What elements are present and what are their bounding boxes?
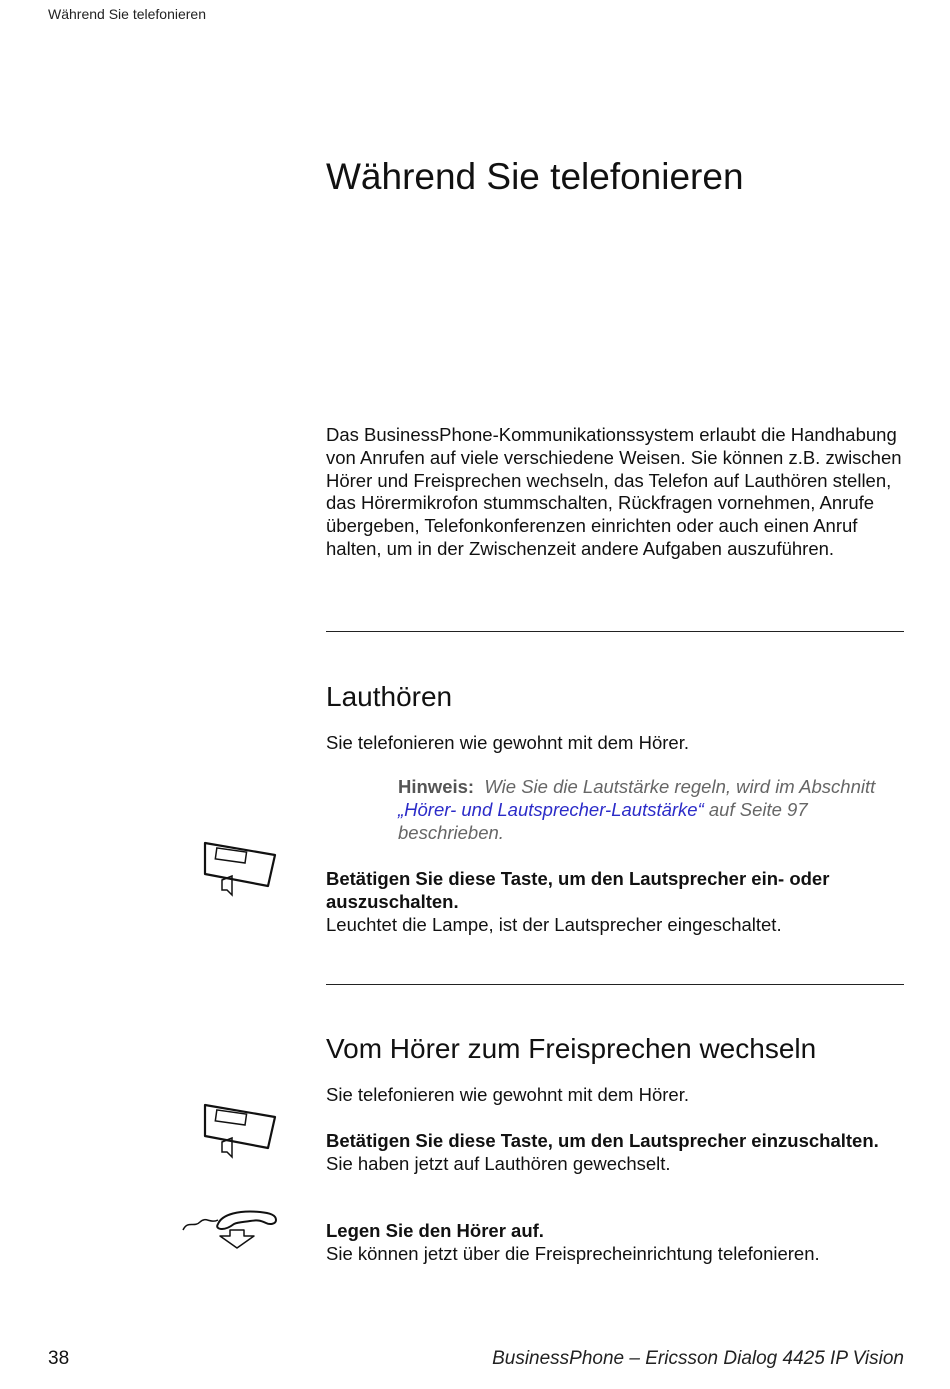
note-text: Wie Sie die Lautstärke regeln, wird im Abschnitt [484,776,876,797]
section2-step1-instruction: Betätigen Sie diese Taste, um den Lautsprecher einzuschalten. [326,1130,879,1151]
section-heading-lauthoeren: Lauthören [326,681,453,712]
note-link[interactable]: „Hörer- und Lautsprecher-Lautstärke“ [398,798,704,820]
note-label: Hinweis: [398,776,475,797]
section1-step-result: Leuchtet die Lampe, ist der Lautsprecher eingeschaltet. [326,913,782,935]
section2-step1 [326,1130,906,1176]
running-header: Während Sie telefonieren [48,6,206,22]
note-text-after: auf Seite 97 beschrieben. [398,798,808,843]
section2-step1-result: Sie haben jetzt auf Lauthören gewechselt. [326,1152,671,1174]
divider [326,984,904,985]
footer-document-title: BusinessPhone – Ericsson Dialog 4425 IP Vision [492,1348,904,1369]
intro-paragraph: Das BusinessPhone-Kommunikationssystem erlaubt die Handhabung von Anrufen auf viele verschiedene Weisen. Sie können z.B. zwischen Hörer und Freisprechen wechseln, das Telefon auf Lauthören stellen, das Hörermikrofon stummschalten, Rückfragen vornehmen, Anrufe übergeben, Telefonkonferenzen einrichten oder auch einen Anruf halten, um in der Zwischenzeit andere Aufgaben auszuführen. [326,424,902,559]
section2-step2-result: Sie können jetzt über die Freisprecheinrichtung telefonieren. [326,1242,820,1264]
section2-step2 [326,1220,906,1266]
note [398,776,908,844]
section2-step2-instruction: Legen Sie den Hörer auf. [326,1220,544,1241]
section1-step [326,868,906,936]
section-heading-freisprechen: Vom Hörer zum Freisprechen wechseln [326,1033,817,1064]
speaker-key-icon [180,1102,280,1167]
section2-text: Sie telefonieren wie gewohnt mit dem Hörer. [326,1084,689,1105]
section1-step-instruction: Betätigen Sie diese Taste, um den Lautsprecher ein- oder auszuschalten. [326,868,830,912]
page-title: Während Sie telefonieren [326,156,744,197]
speaker-key-icon [180,840,280,905]
hang-up-handset-icon [180,1208,280,1255]
divider [326,631,904,632]
section1-text: Sie telefonieren wie gewohnt mit dem Hörer. [326,732,689,753]
page-number: 38 [48,1348,70,1369]
